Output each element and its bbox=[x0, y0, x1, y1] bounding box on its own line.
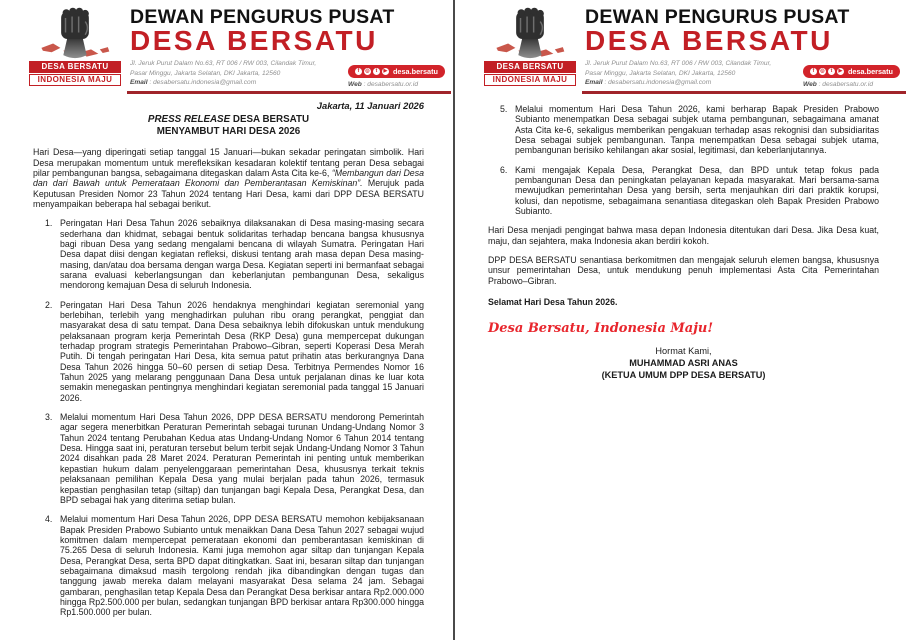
list-item bbox=[488, 104, 879, 156]
social-badge bbox=[803, 65, 900, 78]
signature-block bbox=[488, 346, 879, 381]
logo-label-line2: INDONESIA MAJU bbox=[484, 74, 576, 86]
org-web bbox=[348, 81, 445, 88]
twitter-icon: t bbox=[828, 68, 835, 75]
item-number: 2. bbox=[45, 299, 53, 310]
item-number: 1. bbox=[45, 218, 53, 229]
item-text: Melalui momentum Hari Desa Tahun 2026, DPP DESA BERSATU mendorong Pemerintah agar segera menerbitkan Peraturan Pemerintah sebagai turunan Undang-Undang Nomor 3 Tahun 2024 tentang Perubahan Kedua atas Undang-Undang Nomor 6 Tahun 2014 tentang Desa. Hingga saat ini, peraturan tersebut belum terbit sejak Undang-Undang Nomor 3 Tahun 2024 disahkan pada 28 Maret 2024. Peraturan Pemerintah ini penting untuk memberikan kepastian hukum dalam penyelenggaraan pemerintahan Desa, khususnya terkait teknis pelaksanaan pemilihan Kepala Desa yang mulai berjalan pada tahun 2026, termasuk kepastian penghasilan tetap (siltap) dan tunjangan bagi Kepala Desa, Perangkat Desa, dan BPD sebagai hak yang diterima setiap bulan. bbox=[60, 412, 424, 505]
web-label: Web bbox=[347, 81, 362, 89]
item-number: 4. bbox=[45, 514, 53, 525]
org-address bbox=[585, 59, 771, 88]
email-label: Email bbox=[130, 79, 148, 87]
social-handle: desa.bersatu bbox=[847, 67, 893, 77]
youtube-icon: ▶ bbox=[383, 68, 388, 75]
closing-paragraph-1: Hari Desa menjadi pengingat bahwa masa depan Indonesia ditentukan dari Desa. Jika Desa kuat, maju, dan sejahtera, maka Indonesia akan berdiri kokoh. bbox=[488, 225, 879, 246]
email-value: : desabersatu.indonesia@gmail.com bbox=[604, 79, 712, 87]
letterhead bbox=[455, 0, 908, 88]
list-item bbox=[33, 218, 424, 290]
item-text: Kami mengajak Kepala Desa, Perangkat Desa, dan BPD untuk tetap fokus pada pembangunan Desa dan peningkatan pelayanan kepada masyarakat. Mari bersama-sama mewujudkan pemerintahan Desa yang bersih, serta menjauhkan diri dari praktik korupsi, kolusi, dan nepotisme, sebagaimana senantiasa ditegaskan oleh Bapak Presiden Prabowo Subianto. bbox=[515, 164, 879, 217]
title-line1-italic: PRESS RELEASE bbox=[147, 114, 231, 126]
page-2-content bbox=[455, 94, 908, 382]
youtube-icon: ▶ bbox=[838, 68, 843, 75]
letterhead-info bbox=[130, 59, 453, 88]
list-item bbox=[33, 514, 424, 617]
web-label: Web bbox=[802, 81, 817, 89]
email-value: : desabersatu.indonesia@gmail.com bbox=[149, 79, 257, 87]
logo-label-line1: DESA BERSATU bbox=[484, 61, 576, 73]
page-1-content bbox=[0, 94, 453, 618]
address-line2: Pasar Minggu, Jakarta Selatan, DKI Jakarta, 12560 bbox=[130, 69, 281, 77]
address-line1: Jl. Jeruk Purut Dalam No.63, RT 006 / RW 003, Cilandak Timur, bbox=[130, 60, 317, 68]
list-item bbox=[33, 412, 424, 505]
item-number: 5. bbox=[500, 104, 508, 115]
slogan-line: Desa Bersatu, Indonesia Maju! bbox=[488, 321, 714, 337]
title-line1-rest: DESA BERSATU bbox=[230, 114, 310, 126]
org-social bbox=[803, 59, 900, 88]
title-line2: MENYAMBUT HARI DESA 2026 bbox=[156, 125, 301, 137]
letterhead-main bbox=[581, 7, 908, 88]
org-social bbox=[348, 59, 445, 88]
intro-quote: “Membangun dari Desa dan dari Bawah untuk Pemerataan Ekonomi dan Pemberantasan Kemiskinan”. bbox=[33, 167, 424, 189]
closing-paragraph-2: DPP DESA BERSATU senantiasa berkomitmen dan mengajak seluruh elemen bangsa, khususnya unsur pemerintahan Desa, untuk mendukung penuh implementasi Asta Cita Pemerintahan Prabowo–Gibran. bbox=[488, 255, 879, 286]
social-handle: desa.bersatu bbox=[392, 67, 438, 77]
signature-salutation: Hormat Kami, bbox=[655, 346, 712, 357]
dateline: Jakarta, 11 Januari 2026 bbox=[316, 100, 424, 112]
item-number: 3. bbox=[45, 412, 53, 423]
fist-logo-icon bbox=[493, 7, 567, 61]
twitter-icon: t bbox=[373, 68, 380, 75]
org-superline: DEWAN PENGURUS PUSAT bbox=[585, 6, 850, 28]
item-text: Melalui momentum Hari Desa Tahun 2026, kami berharap Bapak Presiden Prabowo Subianto menempatkan Desa sebagai subjek utama pembangunan, sebagaimana amanat Asta Cita ke-6, sekaligus memberikan pengakuan terhadap asas rekognisi dan subsidiaritas Desa sebagai subjek pembangunan. Tanpa menempatkan Desa sebagai subjek utama, pembangunan berisiko kehilangan akar sosial, legitimasi, dan keberlanjutannya. bbox=[515, 104, 879, 156]
item-text: Peringatan Hari Desa Tahun 2026 sebaiknya dilaksanakan di Desa masing-masing secara sederhana dan khidmat, sebagai bentuk solidaritas terhadap bencana bangsa khususnya bagi ribuan Desa yang sedang mengalami bencana di wilayah Sumatra. Peringatan Hari Desa dapat diisi dengan kegiatan refleksi, diskusi tentang arah masa depan Desa masing-masing, dan/atau doa bersama dengan warga Desa. Kegiatan seperti ini bermanfaat sebagai sarana evaluasi keberlangsungan dan keberlanjutan pembangunan Desa, sekaligus mendorong kemajuan Desa di seluruh Indonesia. bbox=[60, 218, 424, 291]
web-value: : desabersatu.or.id bbox=[818, 81, 873, 89]
facebook-icon: f bbox=[810, 68, 817, 75]
instagram-icon: ◎ bbox=[820, 68, 825, 75]
web-value: : desabersatu.or.id bbox=[363, 81, 418, 89]
item-text: Melalui momentum Hari Desa Tahun 2026, DPP DESA BERSATU memohon kebijaksanaan Bapak Presiden Prabowo Subianto untuk menaikkan Dana Desa Tahun 2027 sebagai wujud komitmen dalam mempercepat pemerataan ekonomi dan pemberantasan kemiskinan di 75.265 Desa di seluruh Indonesia. Kami juga memohon agar siltap dan tunjangan Kepala Desa, Perangkat Desa, serta BPD dapat ditingkatkan. Saat ini, besaran siltap dan tunjangan sebagaimana dimaksud masih tergolong rendah jika dibandingkan dengan tugas dan tanggung jawab mereka dalam melayani masyarakat Desa selama 24 jam. Sebagai gambaran, penghasilan tetap Kepala Desa dan Perangkat Desa berkisar antara Rp2.000.000 hingga Rp2.500.000 per bulan, sedangkan tunjangan BPD berkisar antara Rp300.000 hingga Rp1.500.000 per bulan. bbox=[60, 514, 424, 618]
greeting-line: Selamat Hari Desa Tahun 2026. bbox=[488, 297, 618, 308]
org-logo bbox=[24, 7, 126, 88]
logo-label-line2: INDONESIA MAJU bbox=[29, 74, 121, 86]
list-item bbox=[488, 165, 879, 217]
org-name: DESA BERSATU bbox=[130, 25, 378, 57]
email-label: Email bbox=[585, 79, 603, 87]
document-title bbox=[33, 114, 424, 137]
instagram-icon: ◎ bbox=[365, 68, 370, 75]
social-badge bbox=[348, 65, 445, 78]
item-number: 6. bbox=[500, 164, 508, 175]
org-superline: DEWAN PENGURUS PUSAT bbox=[130, 6, 395, 28]
logo-label-line1: DESA BERSATU bbox=[29, 61, 121, 73]
org-web bbox=[803, 81, 900, 88]
fist-logo-icon bbox=[38, 7, 112, 61]
page-2 bbox=[455, 0, 908, 640]
signature-title: (KETUA UMUM DPP DESA BERSATU) bbox=[601, 369, 766, 380]
signature-name: MUHAMMAD ASRI ANAS bbox=[629, 357, 738, 368]
item-text: Peringatan Hari Desa Tahun 2026 hendaknya menghindari kegiatan seremonial yang berlebihan, terlebih yang menghadirkan puluhan ribu orang perangkat, penggiat dan masyarakat desa di satu tempat. Dana Desa sebaiknya lebih difokuskan untuk mendukung pelaksanaan program kerja Pemerintah Desa (RKP Desa) guna mempercepat dukungan terhadap program strategis Pemerintahan Prabowo–Gibran, seperti Koperasi Desa Merah Putih. Di tengah peringatan Hari Desa, kita semua patut prihatin atas berkurangnya Dana Desa Tahun 2026 hingga 50–60 persen di setiap Desa. Terbitnya Permendes Nomor 16 Tahun 2025 yang melarang penggunaan Dana Desa untuk perjalanan dinas ke luar kota semakin menegaskan pentingnya menghindari kegiatan seremonial pada tanggal 15 Januari 2026. bbox=[60, 299, 424, 403]
org-address bbox=[130, 59, 316, 88]
org-name: DESA BERSATU bbox=[585, 25, 833, 57]
letterhead-info bbox=[585, 59, 908, 88]
letterhead-main bbox=[126, 7, 453, 88]
list-item bbox=[33, 300, 424, 403]
intro-paragraph bbox=[33, 147, 424, 209]
facebook-icon: f bbox=[355, 68, 362, 75]
address-line2: Pasar Minggu, Jakarta Selatan, DKI Jakarta, 12560 bbox=[585, 69, 736, 77]
letterhead bbox=[0, 0, 453, 88]
org-logo bbox=[479, 7, 581, 88]
address-line1: Jl. Jeruk Purut Dalam No.63, RT 006 / RW 003, Cilandak Timur, bbox=[585, 60, 772, 68]
intro-lead: Hari Desa—yang diperingati setiap tanggal 15 Januari—bukan sekadar peringatan simbolik. Hari Desa merupakan momentum untuk merefleksikan kesadaran kolektif tentang peran Desa sebagai pilar pembangunan bangsa, sebagaimana ditegaskan dalam Asta Cita ke-6, bbox=[33, 147, 424, 178]
page-1 bbox=[0, 0, 453, 640]
intro-tail: Merujuk pada Keputusan Presiden Nomor 23 Tahun 2024 tentang Hari Desa, kami dari DPP DESA BERSATU menyampaikan beberapa hal sebagai berikut. bbox=[33, 178, 425, 209]
